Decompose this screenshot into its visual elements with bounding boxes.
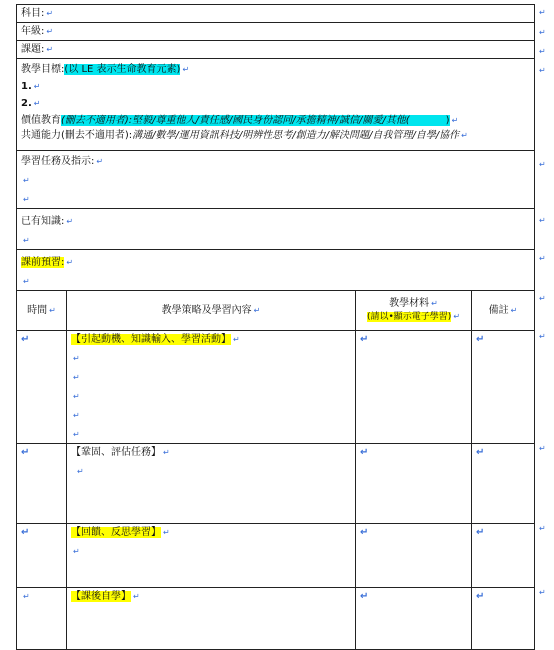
end-of-row-mark: ↵ (539, 160, 546, 169)
remarks-cell[interactable]: ↵ (472, 588, 535, 650)
learning-tasks-label: 學習任務及指示: (21, 156, 95, 167)
header-strategy: 教學策略及學習內容 ↵ (67, 291, 356, 331)
materials-note: (請以•顯示電子學習) (366, 312, 452, 322)
end-of-row-mark: ↵ (539, 28, 546, 37)
strategy-cell[interactable]: 【鞏固、評估任務】 ↵ ↵ (67, 444, 356, 524)
prior-knowledge-label: 已有知識: (21, 216, 65, 227)
end-of-row-mark: ↵ (539, 47, 546, 56)
strategy-cell[interactable]: 【引起動機、知識輸入、學習活動】 ↵ ↵ ↵ ↵ ↵ ↵ (67, 331, 356, 444)
objective-label: 教學目標: (21, 64, 65, 75)
table-row (17, 444, 535, 524)
strategy-cell[interactable]: 【課後自學】 ↵ (67, 588, 356, 650)
header-remarks: 備註 ↵ (472, 291, 535, 331)
lesson-plan-table (16, 4, 535, 650)
preview-label: 課前預習: (21, 257, 65, 268)
values-text: (刪去不適用者):堅毅/尊重他人/責任感/國民身份認同/承擔精神/誠信/關愛/其他( (61, 115, 410, 126)
materials-cell[interactable]: ↵ (356, 524, 472, 588)
topic-label: 課題: (21, 44, 45, 55)
section-title: 【回饋、反思學習】 (71, 527, 161, 538)
lesson-plan-form (16, 4, 534, 650)
preview-cell[interactable]: 課前預習: ↵ ↵ (17, 250, 535, 291)
end-of-row-mark: ↵ (539, 66, 546, 75)
header-time: 時間 ↵ (17, 291, 67, 331)
strategy-cell[interactable]: 【回饋、反思學習】 ↵ ↵ (67, 524, 356, 588)
grade-field[interactable]: 年級: ↵ (17, 23, 535, 41)
objective-item-2: 2. (21, 98, 32, 109)
time-cell[interactable]: ↵ (17, 524, 67, 588)
time-cell[interactable]: ↵ (17, 588, 67, 650)
end-of-row-mark: ↵ (539, 254, 546, 263)
end-of-row-mark: ↵ (539, 216, 546, 225)
time-cell[interactable]: ↵ (17, 444, 67, 524)
values-label: 價值教育 (21, 115, 61, 126)
table-row (17, 331, 535, 444)
topic-field[interactable]: 課題: ↵ (17, 41, 535, 59)
section-title: 【課後自學】 (71, 591, 131, 602)
header-materials: 教學材料 ↵ (請以•顯示電子學習) ↵ (356, 291, 472, 331)
subject-label: 科目: (21, 8, 45, 19)
objective-item-1: 1. (21, 81, 32, 92)
materials-cell[interactable]: ↵ (356, 588, 472, 650)
objectives-cell[interactable]: 教學目標:(以 LE 表示生命教育元素) ↵ 1. ↵ 2. ↵ 價值教育(刪去不適用者):堅毅/尊重他人/責任感/國民身份認同/承擔精神/誠信/關愛/其他( ) ↵ 共通能力(刪去不適用者):溝通/數學/運用資訊科技/明辨性思考/創造力/解決問題/自我管理/自學/協作 ↵ (17, 59, 535, 151)
generic-skills-text: 溝通/數學/運用資訊科技/明辨性思考/創造力/解決問題/自我管理/自學/協作 (132, 130, 460, 141)
end-of-row-mark: ↵ (539, 524, 546, 533)
materials-cell[interactable]: ↵ (356, 331, 472, 444)
table-row (17, 588, 535, 650)
section-title: 【引起動機、知識輸入、學習活動】 (71, 334, 231, 345)
remarks-cell[interactable]: ↵ (472, 444, 535, 524)
table-header-row (17, 291, 535, 331)
time-cell[interactable]: ↵ (17, 331, 67, 444)
subject-field[interactable]: 科目: ↵ (17, 5, 535, 23)
end-of-row-mark: ↵ (539, 588, 546, 597)
values-end: ) (445, 115, 450, 126)
grade-label: 年級: (21, 26, 45, 37)
end-of-row-mark: ↵ (539, 332, 546, 341)
table-row (17, 524, 535, 588)
end-of-row-mark: ↵ (539, 8, 546, 17)
end-of-row-mark: ↵ (539, 294, 546, 303)
materials-cell[interactable]: ↵ (356, 444, 472, 524)
remarks-cell[interactable]: ↵ (472, 331, 535, 444)
objective-note: (以 LE 表示生命教育元素) (64, 64, 181, 75)
values-other-blank[interactable] (410, 115, 446, 126)
generic-skills-label: 共通能力(刪去不適用者): (21, 130, 133, 141)
remarks-cell[interactable]: ↵ (472, 524, 535, 588)
learning-tasks-cell[interactable]: 學習任務及指示: ↵ ↵ ↵ (17, 151, 535, 209)
end-of-row-mark: ↵ (539, 444, 546, 453)
prior-knowledge-cell[interactable]: 已有知識: ↵ ↵ (17, 209, 535, 250)
section-title: 【鞏固、評估任務】 (71, 447, 161, 458)
